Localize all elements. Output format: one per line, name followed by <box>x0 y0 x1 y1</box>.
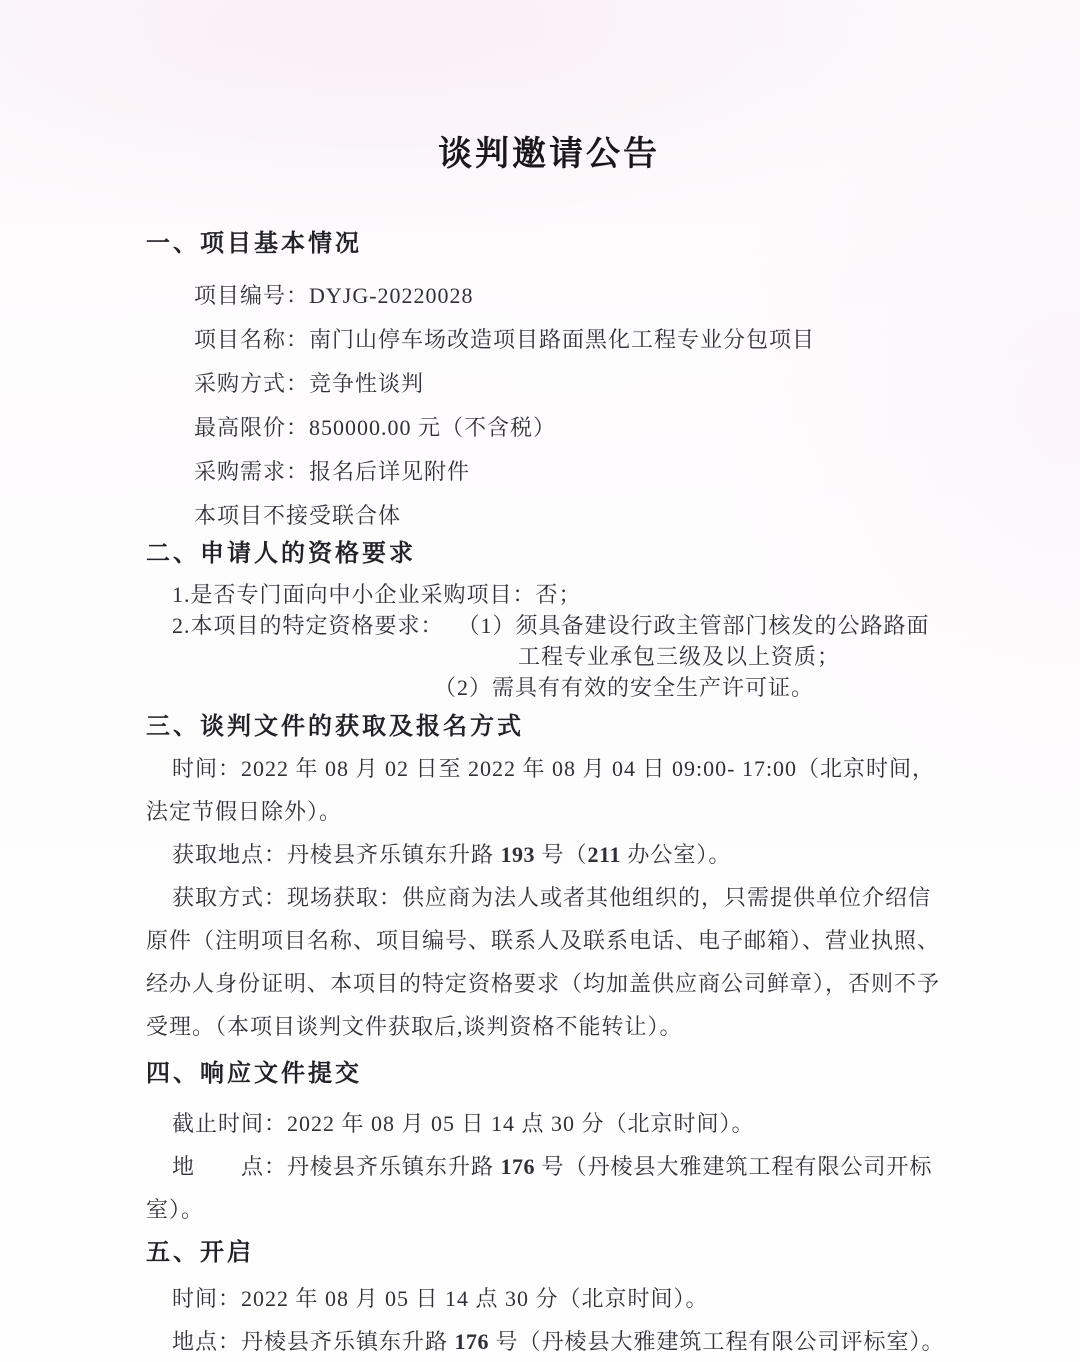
no-consortium-line: 本项目不接受联合体 <box>194 503 402 528</box>
submission-place-continuation: 室）。 <box>146 1197 205 1222</box>
street-number-176-opening: 176 <box>454 1329 490 1354</box>
acquisition-time-line-2: 法定节假日除外）。 <box>146 799 343 824</box>
section-2-body <box>146 579 952 703</box>
procurement-method-line: 采购方式：竞争性谈判 <box>194 371 425 396</box>
qualification-req1-line2: 工程专业承包三级及以上资质； <box>518 644 841 669</box>
opening-place-line <box>146 1320 952 1362</box>
acquisition-time-place <box>146 747 952 876</box>
acquisition-method-paragraph <box>146 876 952 1048</box>
submission-place-line <box>146 1145 952 1188</box>
max-price-line: 最高限价：850000.00 元（不含税） <box>194 415 557 440</box>
section-5-body <box>146 1277 952 1362</box>
opening-place-suffix: 号（丹棱县大雅建筑工程有限公司评标室）。 <box>489 1329 945 1354</box>
qualification-intro: 2.本项目的特定资格要求： <box>172 613 444 638</box>
acquisition-place-line <box>146 833 952 876</box>
section-1-heading: 一、项目基本情况 <box>146 230 362 257</box>
office-number-211: 211 <box>587 842 621 867</box>
street-number-176: 176 <box>500 1154 536 1179</box>
street-number-193: 193 <box>500 842 536 867</box>
document-content <box>0 132 1080 1362</box>
submission-place-suffix: 号（丹棱县大雅建筑工程有限公司开标 <box>535 1154 933 1179</box>
opening-time-line: 时间：2022 年 08 月 05 日 14 点 30 分（北京时间）。 <box>172 1286 709 1311</box>
section-1-list <box>146 274 952 538</box>
acquisition-place-suffix: 办公室）。 <box>620 842 732 867</box>
acquisition-place-text: 获取地点：丹棱县齐乐镇东升路 <box>172 842 501 867</box>
acquisition-method-line-1: 获取方式：现场获取：供应商为法人或者其他组织的，只需提供单位介绍信 <box>172 885 932 910</box>
qualification-req2-line: （2）需具有有效的安全生产许可证。 <box>434 675 815 700</box>
acquisition-time-line-1: 时间：2022 年 08 月 02 日至 2022 年 08 月 04 日 09:00- 17:00（北京时间， <box>172 756 936 781</box>
opening-place-text: 地点：丹棱县齐乐镇东升路 <box>172 1329 455 1354</box>
procurement-demand-line: 采购需求：报名后详见附件 <box>194 459 471 484</box>
sme-procurement-line: 1.是否专门面向中小企业采购项目：否； <box>172 582 582 607</box>
submission-place-text: 地 点：丹棱县齐乐镇东升路 <box>172 1154 501 1179</box>
project-name-line: 项目名称：南门山停车场改造项目路面黑化工程专业分包项目 <box>194 327 816 352</box>
document-title: 谈判邀请公告 <box>438 136 660 173</box>
acquisition-method-line-4: 受理。（本项目谈判文件获取后,谈判资格不能转让）。 <box>146 1014 683 1039</box>
section-4-heading: 四、响应文件提交 <box>146 1060 362 1087</box>
section-3-heading: 三、谈判文件的获取及报名方式 <box>146 713 524 740</box>
submission-deadline-line: 截止时间：2022 年 08 月 05 日 14 点 30 分（北京时间）。 <box>172 1111 755 1136</box>
section-4-body <box>146 1102 952 1231</box>
acquisition-method-line-2: 原件（注明项目名称、项目编号、联系人及联系电话、电子邮箱）、营业执照、 <box>146 928 941 953</box>
acquisition-place-mid: 号（ <box>535 842 588 867</box>
section-5-heading: 五、开启 <box>146 1239 254 1266</box>
project-number-line: 项目编号：DYJG-20220028 <box>194 283 474 308</box>
qualification-req1-line1: （1）须具备建设行政主管部门核发的公路路面 <box>457 613 930 638</box>
specific-qualification-line <box>172 610 952 641</box>
acquisition-method-line-3: 经办人身份证明、本项目的特定资格要求（均加盖供应商公司鲜章），否则不予 <box>146 971 941 996</box>
section-2-heading: 二、申请人的资格要求 <box>146 540 416 567</box>
